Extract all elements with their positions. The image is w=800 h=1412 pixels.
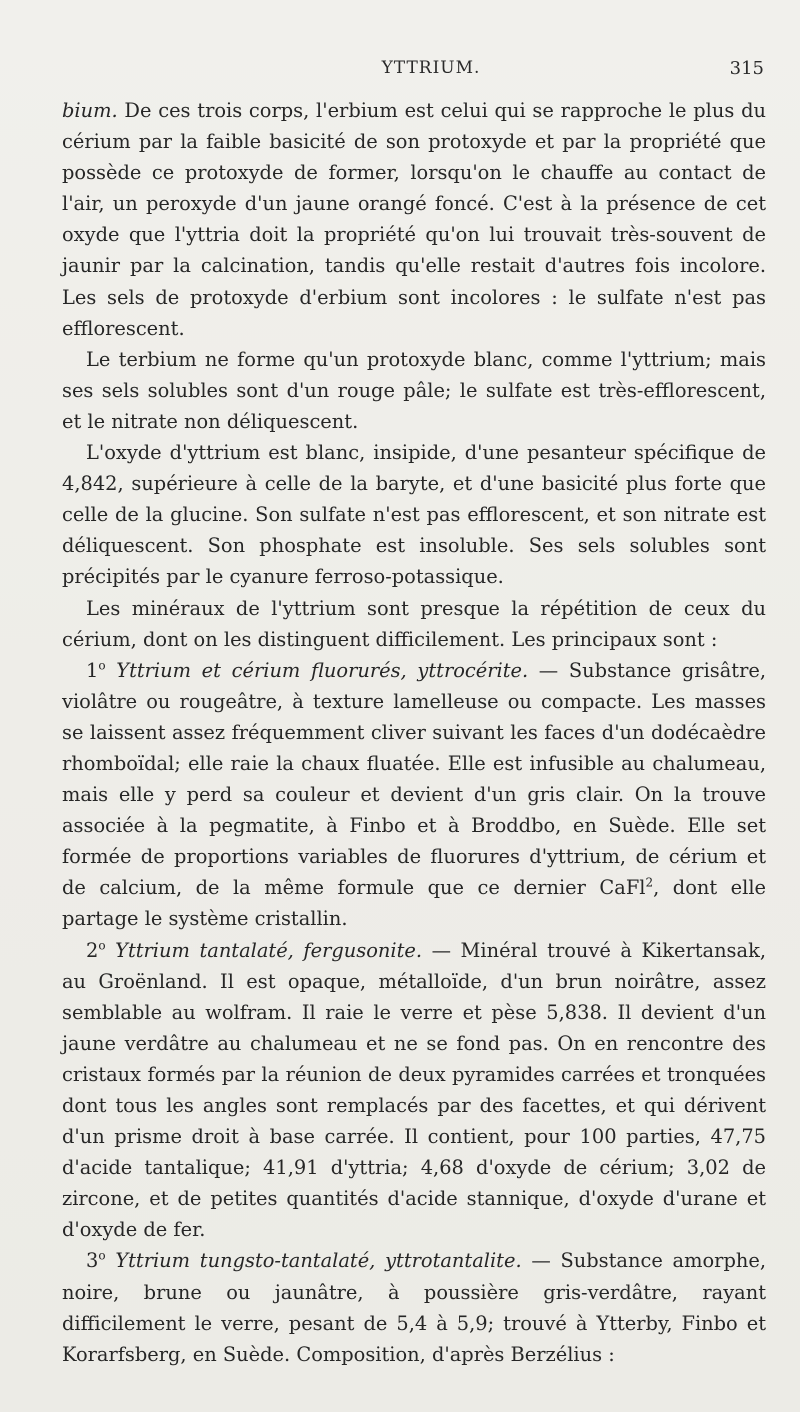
paragraph-text: Le terbium ne forme qu'un protoxyde blanc, comme l'yttrium; mais ses sels solubles sont d'un rouge pâle; le sulfate est très-efflorescent, et le nitrate non déliquescent. bbox=[62, 347, 766, 433]
paragraph-text: L'oxyde d'yttrium est blanc, insipide, d'une pesanteur spécifique de 4,842, supérieure à celle de la baryte, et d'une basicité plus forte que celle de la glucine. Son sulfate n'est pas efflorescent, et son nitrate est déliquescent. Son phosphate est insoluble. Ses sels solubles sont précipités par le cyanure ferroso-potassique. bbox=[62, 441, 766, 589]
list-number: 2 bbox=[86, 938, 99, 962]
formula-base: CaFl bbox=[599, 876, 646, 900]
paragraph-text: — Minéral trouvé à Kikertansak, au Groënland. Il est opaque, métalloïde, d'un brun noirâtre, assez semblable au wolfram. Il raie le verre et pèse 5,838. Il devient d'un jaune verdâtre au chalumeau et ne se fond pas. On en rencontre des cristaux formés par la réunion de deux pyramides carrées et tronquées dont tous les angles sont remplacés par des facettes, et qui dérivent d'un prisme droit à base carrée. Il contient, pour 100 parties, 47,75 d'acide tantalique; 41,91 d'yttria; 4,68 d'oxyde de cérium; 3,02 de zircone, et de petites quantités d'acide stannique, d'oxyde d'urane et d'oxyde de fer. bbox=[62, 938, 766, 1242]
page-header bbox=[98, 58, 764, 88]
formula-superscript: 2 bbox=[645, 875, 654, 890]
list-number-superscript: o bbox=[98, 1249, 106, 1263]
running-head: YTTRIUM. bbox=[381, 58, 481, 78]
paragraph-yttrium-oxide bbox=[62, 437, 766, 592]
list-number-superscript: o bbox=[98, 658, 106, 673]
paragraph-text: — Substance amorphe, noire, brune ou jaunâtre, à poussière gris-verdâtre, rayant difficilement le verre, pesant de 5,4 à 5,9; trouvé à Ytterby, Finbo et Korarfsberg, en Suède. Composition, d'après Berzélius : bbox=[62, 1249, 766, 1366]
paragraph-terbium bbox=[62, 344, 766, 437]
mineral-title: Yttrium et cérium fluorurés, yttrocérite. bbox=[116, 658, 529, 682]
list-number: 1 bbox=[86, 658, 99, 682]
paragraph-lead-italic: bium. bbox=[62, 99, 118, 122]
paragraph-erbium bbox=[62, 95, 766, 344]
paragraph-fergusonite bbox=[62, 935, 766, 1246]
paragraph-text: — Substance grisâtre, violâtre ou rougeâtre, à texture lamelleuse ou compacte. Les masses se laissent assez fréquemment cliver suivant les faces d'un dodécaèdre rhomboïdal; elle raie la chaux fluatée. Elle est infusible au chalumeau, mais elle y perd sa couleur et devient d'un gris clair. On la trouve associée à la pegmatite, à Finbo et à Broddbo, en Suède. Elle set formée de proportions variables de fluorures d'yttrium, de cérium et de calcium, de la même formule que ce dernier bbox=[62, 658, 766, 900]
body-text bbox=[62, 95, 766, 1370]
paragraph-yttrotantalite bbox=[62, 1245, 766, 1369]
paragraph-text: De ces trois corps, l'erbium est celui qui se rapproche le plus du cérium par la faible basicité de son protoxyde et par la propriété que possède ce protoxyde de former, lorsqu'on le chauffe au contact de l'air, un peroxyde d'un jaune orangé foncé. C'est à la présence de cet oxyde que l'yttria doit la propriété qu'on lui trouvait très-souvent de jaunir par la calcination, tandis qu'elle restait d'autres fois incolore. Les sels de protoxyde d'erbium sont incolores : le sulfate n'est pas efflorescent. bbox=[62, 99, 766, 340]
chemical-formula bbox=[599, 876, 653, 899]
paragraph-text: , dont elle partage le système cristallin. bbox=[62, 876, 766, 931]
paragraph-text: Les minéraux de l'yttrium sont presque la répétition de ceux du cérium, dont on les distinguent difficilement. Les principaux sont : bbox=[62, 596, 766, 651]
list-number: 3 bbox=[86, 1249, 99, 1273]
list-number-superscript: o bbox=[98, 938, 106, 953]
mineral-title: Yttrium tungsto-tantalaté, yttrotantalite. bbox=[115, 1249, 522, 1273]
paragraph-minerals-intro bbox=[62, 593, 766, 655]
paragraph-yttrocerite bbox=[62, 655, 766, 935]
mineral-title: Yttrium tantalaté, fergusonite. bbox=[115, 938, 422, 962]
page-number: 315 bbox=[729, 58, 764, 79]
